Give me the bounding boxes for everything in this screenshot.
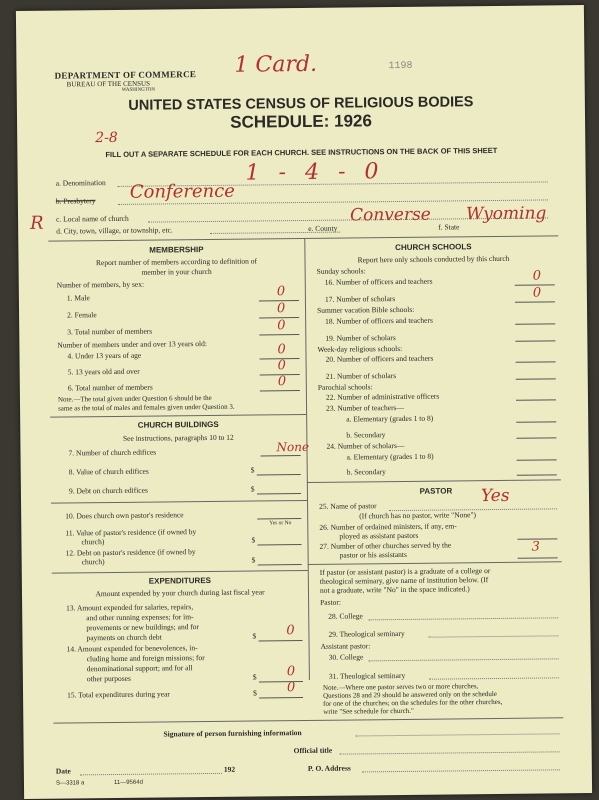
q10-label: 10. Does church own pastor's residence xyxy=(65,510,184,521)
parochial-label: Parochial schools: xyxy=(317,382,373,392)
county-label: e. County xyxy=(308,223,338,233)
q12-dollar: $ xyxy=(251,555,256,565)
bureau-label: BUREAU OF THE CENSUS xyxy=(66,79,151,89)
q7-label: 7. Number of church edifices xyxy=(68,447,157,458)
membership-sub1: Report number of members according to definition of xyxy=(95,256,258,268)
signature-label: Signature of person furnishing information xyxy=(163,728,302,739)
q13-value: 0 xyxy=(286,623,295,639)
q13-label-3: provements or new buildings; and for xyxy=(86,622,200,633)
q7-value: None xyxy=(276,439,310,455)
official-title-field[interactable] xyxy=(340,751,560,754)
buildings-heading: CHURCH BUILDINGS xyxy=(137,419,219,430)
q30-label: 30. College xyxy=(328,652,364,662)
q14-label-4: other purposes xyxy=(86,673,131,684)
stamp-number: 1198 xyxy=(388,60,413,73)
q1-value: 0 xyxy=(276,284,286,300)
census-schedule-sheet xyxy=(16,5,592,799)
form-instructions: FILL OUT A SEPARATE SCHEDULE FOR EACH CHURCH. SEE INSTRUCTIONS ON THE BACK OF THIS SHEET xyxy=(105,145,498,160)
q14-label-3: denominational support; and for all xyxy=(86,663,193,674)
buildings-rule xyxy=(50,414,306,418)
q17-field[interactable] xyxy=(515,301,555,302)
q15-label: 15. Total expenditures during year xyxy=(67,689,170,700)
q23a-field[interactable] xyxy=(516,421,556,422)
q27-label-cont: pastor or his assistants xyxy=(339,549,407,560)
q25-note: (If church has no pastor, write "None") xyxy=(359,510,477,521)
pastor-note-3: for one of the churches; on the schedules for the other churches, xyxy=(323,697,503,708)
q27-value: 3 xyxy=(531,539,540,555)
q27-label: 27. Number of other churches served by the xyxy=(319,540,452,551)
po-address-label: P. O. Address xyxy=(307,763,351,773)
q19-label: 19. Number of scholars xyxy=(325,333,396,343)
buildings-sub: See instructions, paragraphs 10 to 12 xyxy=(122,432,234,443)
q26-label: 26. Number of ordained ministers, if any, em- xyxy=(319,521,457,532)
q3-label: 3. Total number of members xyxy=(67,326,153,337)
handwritten-card-note: 1 Card. xyxy=(234,51,318,78)
q27-field[interactable] xyxy=(518,557,558,558)
q14-field[interactable] xyxy=(259,681,303,682)
column-divider xyxy=(304,238,310,680)
pastor-note-1: Note.—Where one pastor serves two or more churches, xyxy=(322,682,479,692)
q21-field[interactable] xyxy=(516,378,556,379)
q26-label-cont: ployed as assistant pastors xyxy=(339,530,419,541)
q11-label-cont: church) xyxy=(81,537,105,547)
q13-label: 13. Amount expended for salaries, repairs, xyxy=(66,602,194,613)
signature-field[interactable] xyxy=(355,733,559,736)
q5-value: 0 xyxy=(277,358,286,374)
local-name-label: c. Local name of church xyxy=(56,213,129,224)
graduate-rule xyxy=(308,561,562,565)
membership-note1: Note.—The total given under Question 6 should be the xyxy=(57,393,212,404)
po-address-field[interactable] xyxy=(362,769,560,772)
q23a-label: a. Elementary (grades 1 to 8) xyxy=(346,413,434,424)
q22-field[interactable] xyxy=(516,399,556,400)
age-heading: Number of members under and over 13 years old: xyxy=(57,339,207,350)
q7-field[interactable] xyxy=(261,455,301,456)
department-label: DEPARTMENT OF COMMERCE xyxy=(54,69,197,81)
q6-label: 6. Total number of members xyxy=(67,382,153,393)
denomination-value: 1 - 4 - 0 xyxy=(245,159,385,186)
handwritten-code: 2-8 xyxy=(95,129,118,147)
q16-label: 16. Number of officers and teachers xyxy=(324,276,433,287)
q28-label: 28. College xyxy=(328,611,363,621)
q18-field[interactable] xyxy=(515,323,555,324)
schedule-title: SCHEDULE: 1926 xyxy=(230,111,373,132)
q31-field[interactable] xyxy=(429,677,559,679)
state-value: Wyoming xyxy=(465,203,547,225)
membership-note2: same as the total of males and females given under Question 3. xyxy=(58,402,235,413)
year-label: 192 xyxy=(223,764,236,774)
q21-label: 21. Number of scholars xyxy=(325,371,397,381)
presbytery-value: Conference xyxy=(129,180,236,203)
yes-no-hint: Yes or No xyxy=(269,520,292,527)
membership-sub2: member in your church xyxy=(141,266,212,277)
q9-field[interactable] xyxy=(257,493,301,494)
handwritten-mark: R xyxy=(30,212,44,234)
assistant-pastor-label: Assistant pastor: xyxy=(320,641,371,651)
q18-label: 18. Number of officers and teachers xyxy=(325,315,433,326)
q1-label: 1. Male xyxy=(66,293,90,303)
q14-label: 14. Amount expended for benevolences, in- xyxy=(66,643,198,654)
date-field[interactable] xyxy=(80,773,222,775)
q20-field[interactable] xyxy=(516,361,556,362)
pastor-sub-label: Pastor: xyxy=(320,597,341,607)
weekday-label: Week-day religious schools: xyxy=(317,343,403,354)
q11-label: 11. Value of pastor's residence (if owned by xyxy=(65,527,197,538)
county-value: Converse xyxy=(349,204,431,226)
q23b-label: b. Secondary xyxy=(346,430,386,440)
q29-field[interactable] xyxy=(428,635,558,637)
q2-label: 2. Female xyxy=(67,310,97,320)
official-title-label: Official title xyxy=(293,745,333,756)
q13-dollar: $ xyxy=(252,631,257,641)
q17-value: 0 xyxy=(532,285,542,301)
q2-value: 0 xyxy=(276,301,286,317)
pastor-note-2: Questions 28 and 29 should be answered only on the schedule xyxy=(323,689,497,700)
q9-dollar: $ xyxy=(250,484,255,494)
q6-field[interactable] xyxy=(260,390,300,391)
q3-field[interactable] xyxy=(259,334,299,335)
pastor-heading: PASTOR xyxy=(419,486,453,496)
q8-field[interactable] xyxy=(257,474,301,475)
expenditures-sub: Amount expended by your church during last fiscal year xyxy=(95,587,265,599)
by-sex-label: Number of members, by sex: xyxy=(56,279,145,290)
q13-field[interactable] xyxy=(258,640,302,641)
schools-sub: Report here only schools conducted by this church xyxy=(357,253,510,265)
q19-field[interactable] xyxy=(515,340,555,341)
section-top-rule xyxy=(48,235,558,241)
q8-label: 8. Value of church edifices xyxy=(68,466,149,477)
grad-note-2: theological seminary, give name of institution below. (If xyxy=(319,575,489,586)
q24-label: 24. Number of scholars— xyxy=(326,440,405,451)
presbytery-label: b. Presbytery xyxy=(55,196,96,206)
q13-label-4: payments on church debt xyxy=(86,632,162,643)
q23-label: 23. Number of teachers— xyxy=(326,402,405,413)
q25-label: 25. Name of pastor xyxy=(319,501,377,511)
q14-label-2: cluding home and foreign missions; for xyxy=(86,653,205,664)
membership-heading: MEMBERSHIP xyxy=(149,245,204,255)
q12-label: 12. Debt on pastor's residence (if owned by xyxy=(65,547,196,558)
q9-label: 9. Debt on church edifices xyxy=(68,485,148,496)
q4-value: 0 xyxy=(277,342,286,358)
q24b-label: b. Secondary xyxy=(346,467,386,477)
date-label: Date xyxy=(55,766,71,776)
q22-label: 22. Number of administrative officers xyxy=(325,391,440,402)
denomination-label: a. Denomination xyxy=(55,178,106,188)
schools-heading: CHURCH SCHOOLS xyxy=(395,242,472,253)
q15-field[interactable] xyxy=(259,697,303,698)
q31-label: 31. Theological seminary xyxy=(328,670,406,681)
q15-value: 0 xyxy=(286,680,296,696)
q24b-field[interactable] xyxy=(517,474,557,475)
footer-rule xyxy=(53,717,563,723)
residence-rule xyxy=(51,500,307,504)
pastor-rule xyxy=(307,479,561,483)
pastor-note-4: write "See schedule for church." xyxy=(323,706,414,716)
expenditures-heading: EXPENDITURES xyxy=(148,575,212,586)
form-number: S—3318 a xyxy=(55,780,85,787)
q4-label: 4. Under 13 years of age xyxy=(67,350,142,361)
sunday-label: Sunday schools: xyxy=(316,266,366,276)
q14-value: 0 xyxy=(286,664,296,680)
q6-value: 0 xyxy=(277,374,287,390)
q8-dollar: $ xyxy=(250,465,255,475)
q24a-field[interactable] xyxy=(517,459,557,460)
q25-value: Yes xyxy=(480,485,510,507)
q28-field[interactable] xyxy=(368,617,558,620)
state-label: f. State xyxy=(438,222,460,232)
q12-label-cont: church) xyxy=(81,557,105,567)
q13-label-2: and other running expenses; for im- xyxy=(86,612,194,623)
q24a-label: a. Elementary (grades 1 to 8) xyxy=(346,451,434,462)
print-number: 11—9564d xyxy=(113,779,143,787)
q3-value: 0 xyxy=(277,318,286,334)
grad-note-1: If pastor (or assistant pastor) is a graduate of a college or xyxy=(319,566,491,577)
q5-label: 5. 13 years old and over xyxy=(67,366,140,377)
q30-field[interactable] xyxy=(369,658,559,661)
q17-label: 17. Number of scholars xyxy=(324,294,396,304)
q16-value: 0 xyxy=(532,268,542,284)
q11-field[interactable] xyxy=(257,544,301,545)
q20-label: 20. Number of officers and teachers xyxy=(325,353,434,364)
city-label: WASHINGTON xyxy=(121,87,156,93)
q29-label: 29. Theological seminary xyxy=(328,628,405,639)
q12-field[interactable] xyxy=(258,564,302,565)
grad-note-3: not a graduate, write "No" in the space indicated.) xyxy=(319,584,470,595)
q15-dollar: $ xyxy=(252,688,257,698)
q23b-field[interactable] xyxy=(516,437,556,438)
q14-dollar: $ xyxy=(252,672,257,682)
q11-dollar: $ xyxy=(251,535,256,545)
city-field-label: d. City, town, village, or township, etc. xyxy=(56,225,173,236)
expenditures-rule xyxy=(52,570,308,574)
form-title: UNITED STATES CENSUS OF RELIGIOUS BODIES xyxy=(128,94,474,114)
summer-label: Summer vacation Bible schools: xyxy=(316,304,415,315)
